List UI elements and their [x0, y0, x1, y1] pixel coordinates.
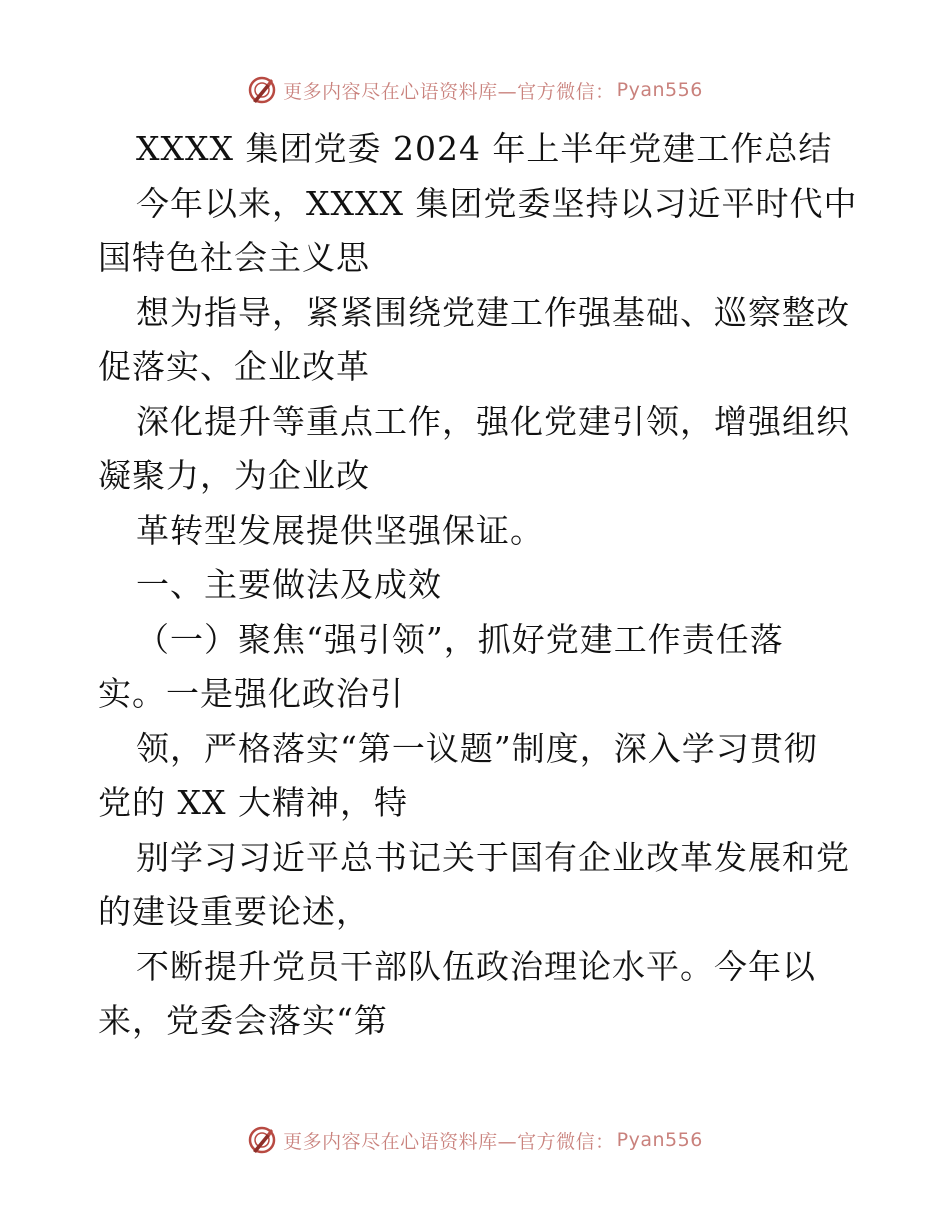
- document-line: 国特色社会主义思: [98, 238, 370, 277]
- document-line: XXXX 集团党委 2024 年上半年党建工作总结: [136, 129, 833, 168]
- watermark-wechat-id: Pyan556: [616, 1129, 703, 1151]
- pen-circle-logo-icon: [247, 75, 277, 105]
- document-line: 革转型发展提供坚强保证。: [136, 510, 544, 550]
- watermark-footer: [0, 1120, 950, 1160]
- document-line: 今年以来，XXXX 集团党委坚持以习近平时代中: [136, 183, 858, 223]
- document-line: 不断提升党员干部队伍政治理论水平。今年以: [136, 946, 816, 986]
- document-line: 一、主要做法及成效: [136, 565, 442, 604]
- pen-circle-logo-icon: [247, 1125, 277, 1155]
- watermark-text: 更多内容尽在心语资料库—官方微信：: [283, 1130, 615, 1153]
- document-line: 实。一是强化政治引: [98, 674, 404, 713]
- watermark-text: 更多内容尽在心语资料库—官方微信：: [283, 80, 615, 103]
- document-line: 想为指导，紧紧围绕党建工作强基础、巡察整改: [136, 292, 850, 332]
- document-line: 的建设重要论述，: [98, 892, 370, 931]
- document-body: [98, 122, 858, 1049]
- document-line: 深化提升等重点工作，强化党建引领，增强组织: [136, 401, 850, 441]
- document-line: 领，严格落实“第一议题”制度，深入学习贯彻: [136, 728, 818, 768]
- document-line: （一）聚焦“强引领”，抓好党建工作责任落: [136, 619, 784, 659]
- document-line: 党的 XX 大精神，特: [98, 783, 408, 822]
- watermark-header: [0, 70, 950, 110]
- watermark-wechat-id: Pyan556: [616, 79, 703, 101]
- document-line: 促落实、企业改革: [98, 347, 370, 386]
- document-line: 别学习习近平总书记关于国有企业改革发展和党: [136, 837, 850, 877]
- document-line: 来，党委会落实“第: [98, 1001, 388, 1040]
- document-line: 凝聚力，为企业改: [98, 456, 370, 495]
